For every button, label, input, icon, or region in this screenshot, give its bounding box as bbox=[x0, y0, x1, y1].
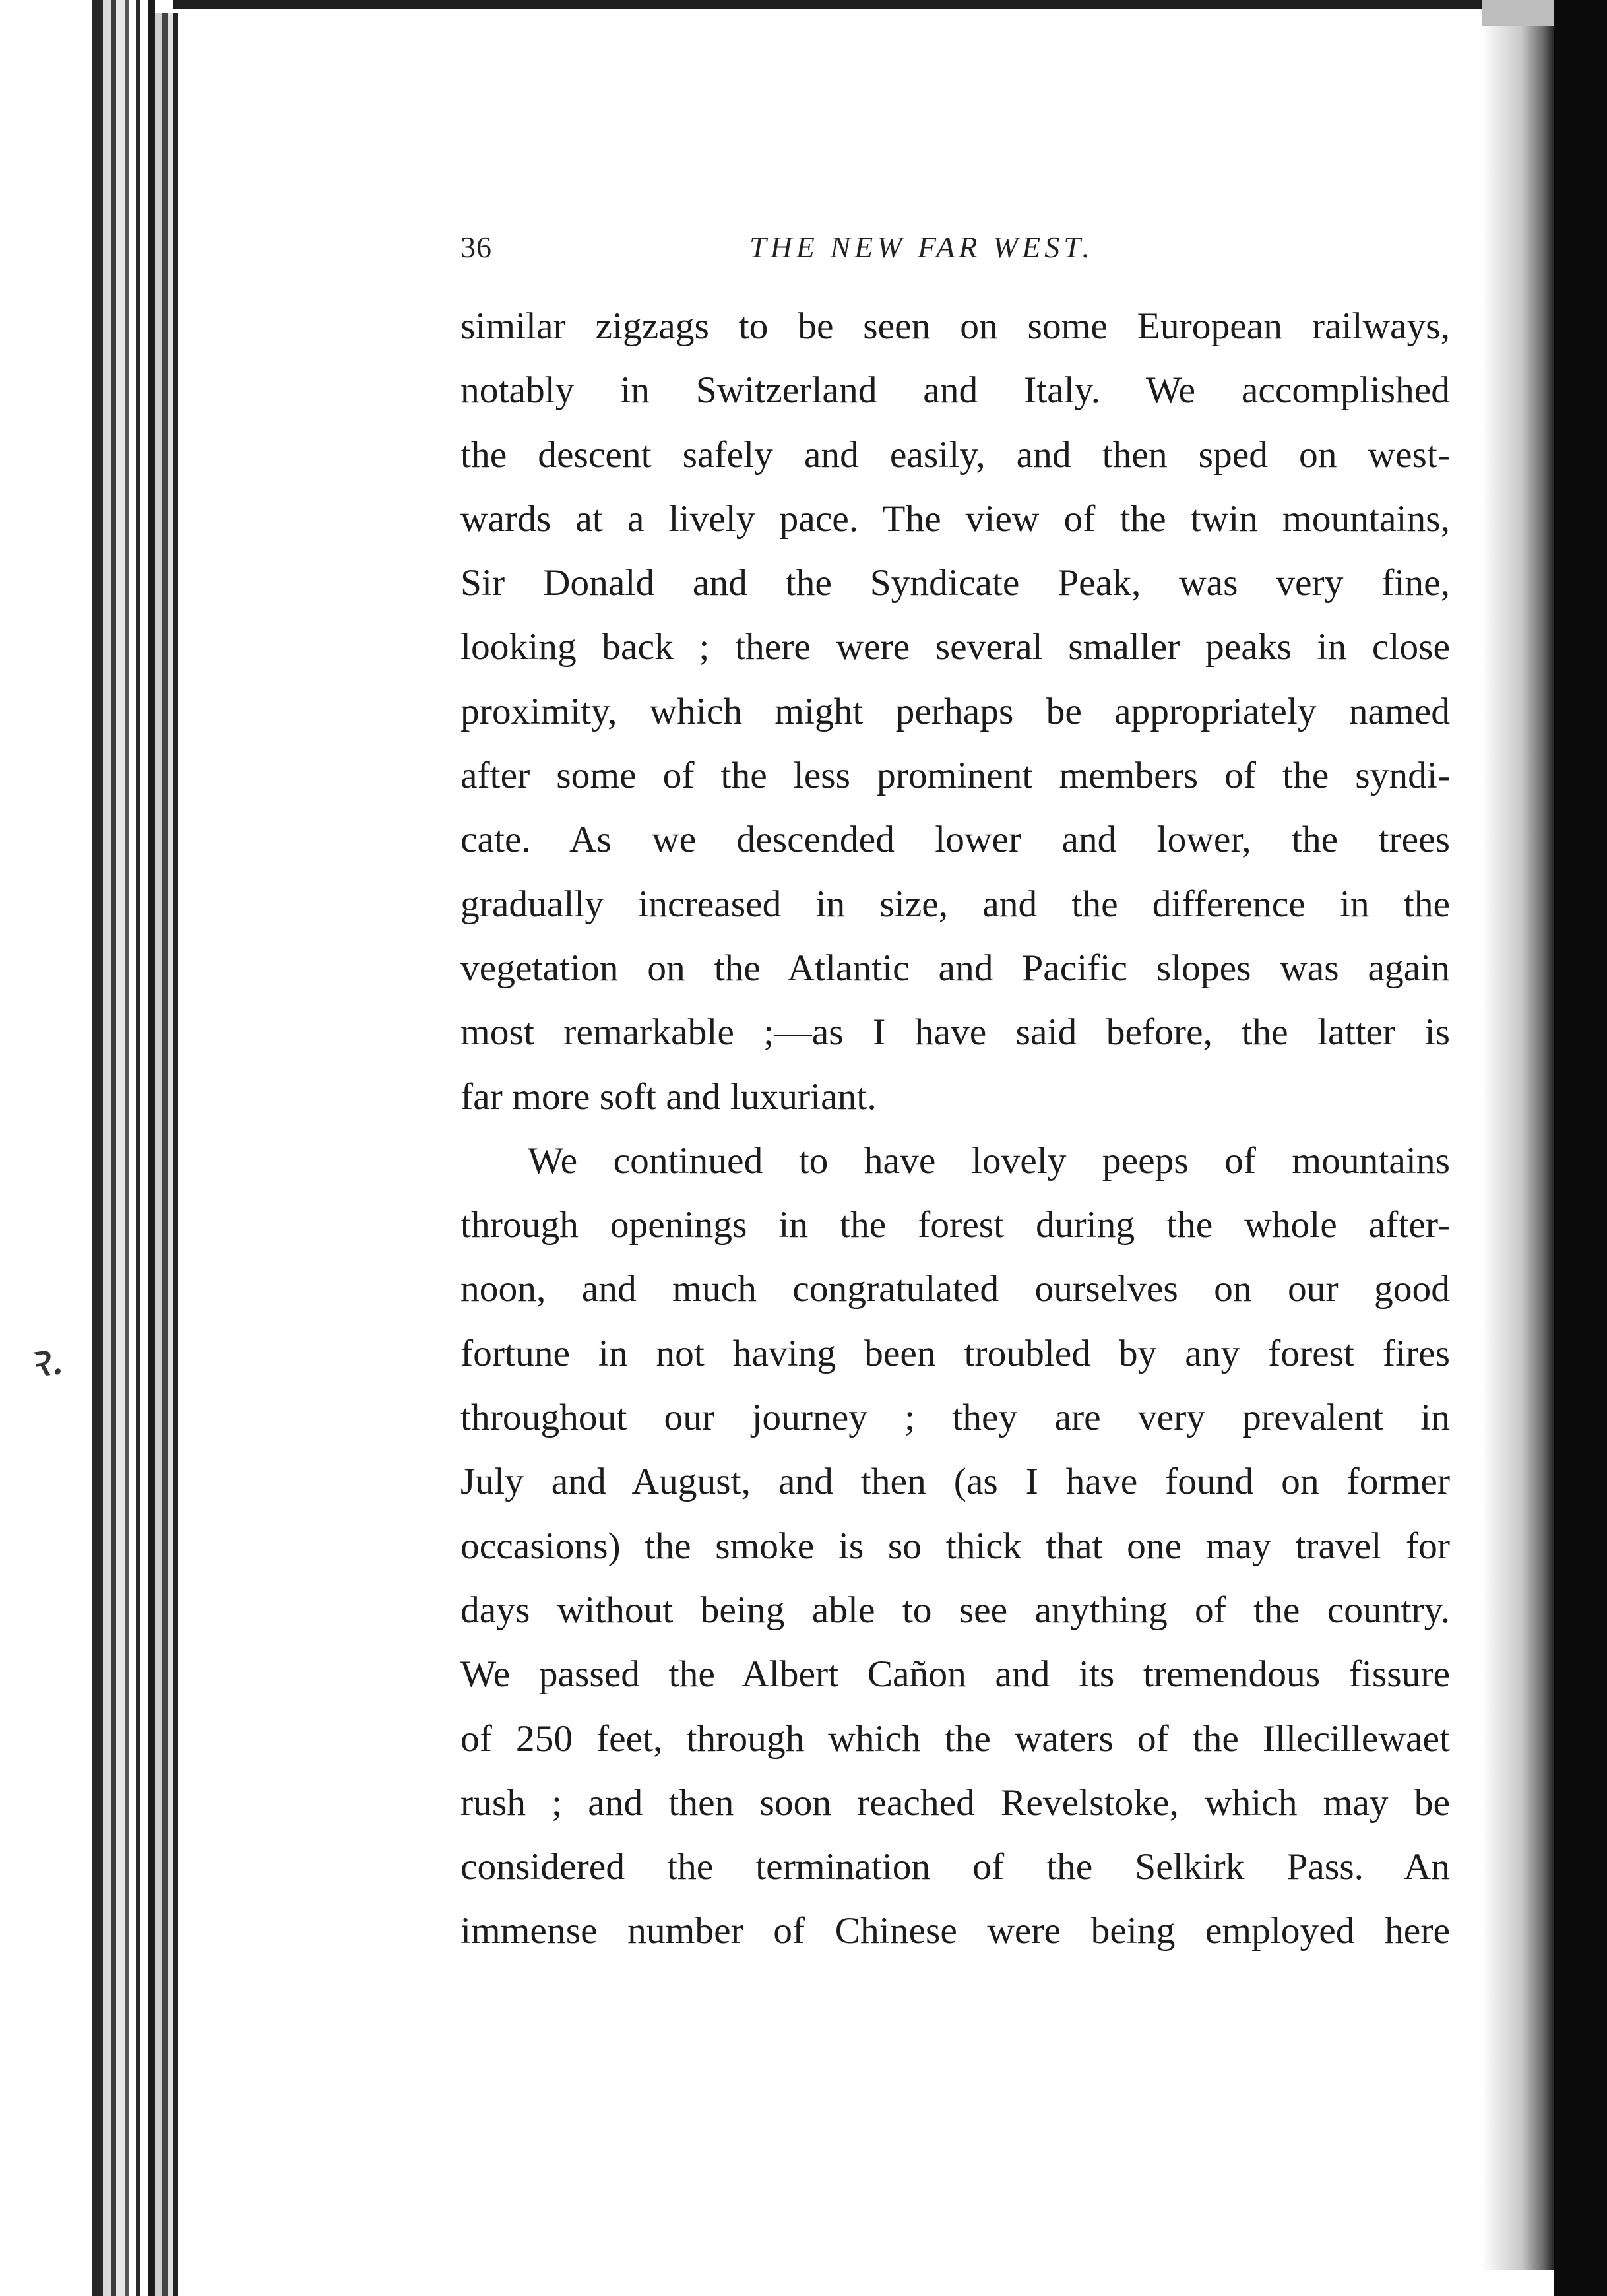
text-line: looking back ; there were several smaller peaks in close bbox=[460, 626, 1450, 668]
text-line: considered the termination of the Selkirk Pass. An bbox=[460, 1846, 1450, 1888]
text-line: occasions) the smoke is so thick that one may travel for bbox=[460, 1525, 1450, 1567]
text-line: proximity, which might perhaps be appropriately named bbox=[460, 690, 1450, 732]
text-line: rush ; and then soon reached Revelstoke, which may be bbox=[460, 1781, 1450, 1824]
text-line: fortune in not having been troubled by any forest fires bbox=[460, 1332, 1450, 1374]
page-stack-edge bbox=[103, 0, 111, 2296]
margin-mark: ꝛ. bbox=[22, 1330, 67, 1389]
text-line: similar zigzags to be seen on some European railways, bbox=[460, 305, 1450, 347]
text-line: gradually increased in size, and the difference in the bbox=[460, 883, 1450, 925]
text-line: throughout our journey ; they are very prevalent in bbox=[460, 1397, 1450, 1439]
page-stack-line bbox=[136, 0, 140, 2296]
text-line: days without being able to see anything of the country. bbox=[460, 1589, 1450, 1631]
page-stack-line bbox=[125, 0, 129, 2296]
text-line: We continued to have lovely peeps of mountains bbox=[528, 1139, 1450, 1182]
page-stack-edge bbox=[116, 0, 125, 2296]
paragraph-1 bbox=[460, 294, 1450, 1129]
text-line: far more soft and luxuriant. bbox=[460, 1075, 877, 1118]
text-line: We passed the Albert Cañon and its tremendous fissure bbox=[460, 1653, 1450, 1696]
page-stack-line bbox=[173, 13, 178, 2296]
binding-gutter bbox=[1554, 0, 1607, 2296]
text-line: cate. As we descended lower and lower, the trees bbox=[460, 819, 1450, 861]
body-text bbox=[460, 294, 1450, 1963]
text-line: the descent safely and easily, and then sped on west- bbox=[460, 433, 1450, 476]
text-line: wards at a lively pace. The view of the twin mountains, bbox=[460, 497, 1450, 540]
text-line: noon, and much congratulated ourselves on our good bbox=[460, 1268, 1450, 1310]
page-stack-line bbox=[111, 0, 116, 2296]
page-stack-line bbox=[92, 0, 103, 2296]
text-line: of 250 feet, through which the waters of the Illecillewaet bbox=[460, 1717, 1450, 1760]
text-line: immense number of Chinese were being employed here bbox=[460, 1910, 1450, 1952]
text-line: vegetation on the Atlantic and Pacific slopes was again bbox=[460, 947, 1450, 989]
page-stack-edge bbox=[168, 13, 173, 2296]
page-top-edge bbox=[173, 0, 1567, 9]
text-line: July and August, and then (as I have found on former bbox=[460, 1461, 1450, 1503]
page-number: 36 bbox=[460, 230, 492, 264]
page-stack-line bbox=[148, 0, 155, 2296]
text-line: Sir Donald and the Syndicate Peak, was very fine, bbox=[460, 562, 1450, 604]
text-line: notably in Switzerland and Italy. We accomplished bbox=[460, 369, 1450, 412]
binding-shadow bbox=[1482, 26, 1554, 2270]
text-line: after some of the less prominent members of the syndi- bbox=[460, 755, 1450, 797]
paragraph-2 bbox=[460, 1129, 1450, 1963]
page-stack-edge bbox=[155, 13, 162, 2296]
page-content bbox=[460, 230, 1450, 1963]
running-head bbox=[460, 230, 1450, 282]
running-title: THE NEW FAR WEST. bbox=[749, 230, 1094, 264]
text-line: most remarkable ;—as I have said before, the latter is bbox=[460, 1011, 1450, 1054]
page-stack-line bbox=[162, 13, 168, 2296]
text-line: through openings in the forest during the whole after- bbox=[460, 1204, 1450, 1246]
